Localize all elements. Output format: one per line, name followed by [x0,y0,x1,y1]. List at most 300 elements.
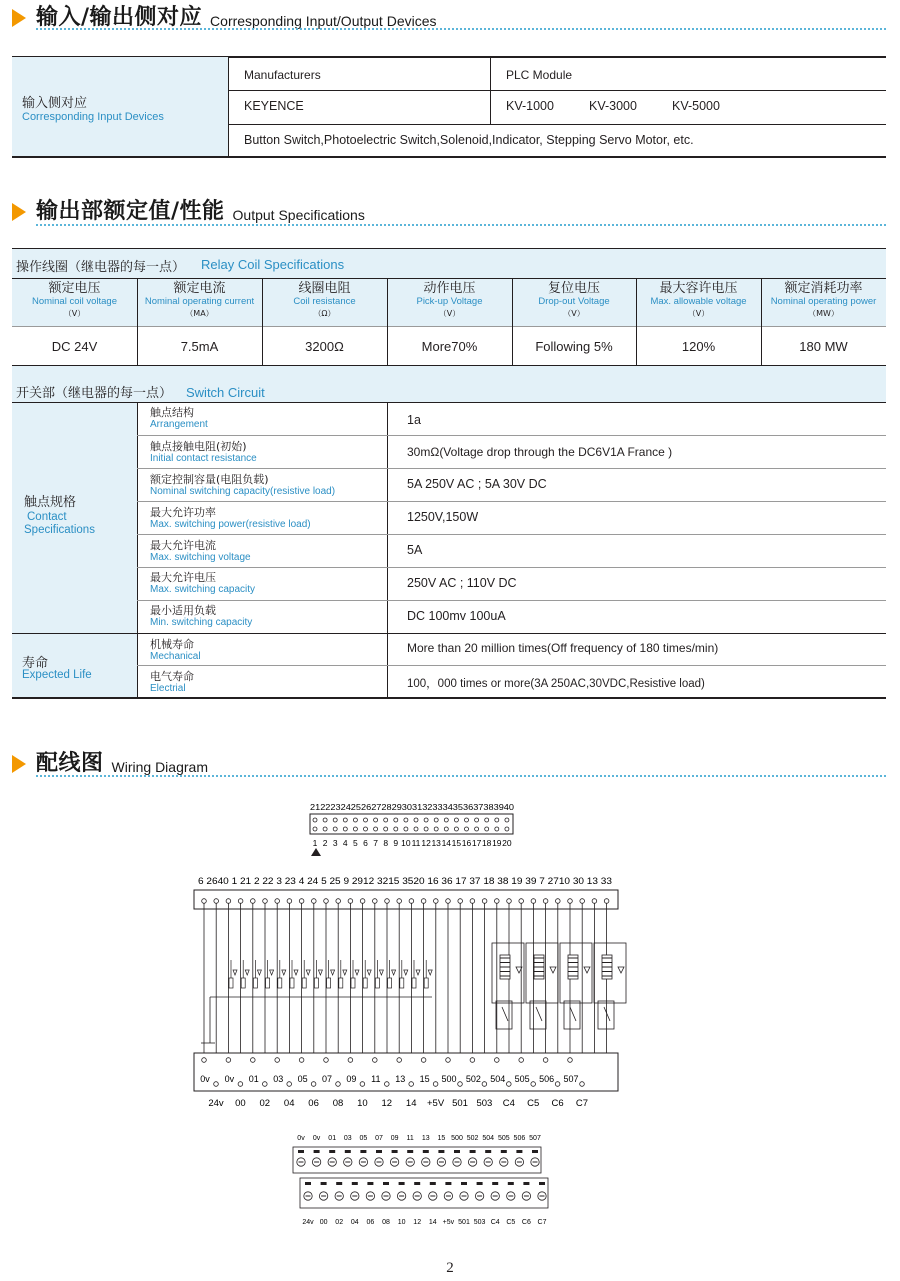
terminal-top-label: 11 [406,1135,414,1142]
board-pin-hole [238,899,243,904]
led-icon [428,970,432,975]
indicator-channels [229,960,432,988]
group-life-en: Expected Life [22,669,92,681]
terminal-clip [501,1150,507,1153]
devices-list: Button Switch,Photoelectric Switch,Solenoid,Indicator, Stepping Servo Motor, etc. [244,133,694,147]
group-contact-en: Contact [27,511,67,523]
led-icon [294,970,298,975]
led-icon [270,970,274,975]
board-terminal-hole [495,1058,500,1063]
resistor [351,978,355,988]
plc-model: KV-5000 [672,99,720,113]
terminal-bottom-label: 503 [473,1219,486,1226]
terminal-clip [352,1182,358,1185]
terminal-clip [336,1182,342,1185]
led-icon [233,970,237,975]
connector-bottom-numbers [313,838,512,848]
led-icon [282,970,286,975]
io-left-en: Corresponding Input Devices [22,111,164,123]
terminal-bottom-label: 501 [458,1219,470,1226]
board-terminal-hole [458,1082,463,1087]
board-terminal-hole [519,1058,524,1063]
plc-label: PLC Module [506,68,573,82]
coil-value: More70% [421,339,478,354]
terminal-top-label: 500 [451,1135,463,1142]
terminal-top-label: 01 [328,1135,337,1142]
board-bottom-label: 501 [452,1098,468,1109]
connector-pin-number: 18 [481,838,492,848]
board-terminal-hole [275,1058,280,1063]
board-inner-label: 504 [490,1074,506,1084]
resistor [400,978,404,988]
spec-row-value: 1a [407,413,421,427]
connector-pin-number: 3 [332,838,338,848]
board-inner-label: 11 [371,1074,381,1084]
spec-row-cn: 额定控制容量(电阻负载) [150,473,269,486]
board-pin-hole [385,899,390,904]
board-terminal-hole [238,1082,243,1087]
terminal-clip [532,1150,538,1153]
coil-value: 180 MW [799,339,848,354]
board-pin-hole [312,899,317,904]
board-bottom-label: 00 [235,1098,246,1109]
contact-switch [604,1007,610,1021]
board-inner-label: 506 [539,1074,555,1084]
resistor [388,978,392,988]
terminal-top-label: 504 [482,1135,495,1142]
led-icon [379,970,383,975]
board-bottom-label: 10 [357,1098,368,1109]
board-pin-hole [348,899,353,904]
terminal-bottom-label: 14 [428,1219,437,1226]
board-inner-label: 500 [441,1074,457,1084]
terminal-clip [345,1150,351,1153]
terminal-clip [367,1182,373,1185]
terminal-bottom-label: 08 [382,1219,390,1226]
spec-row-value: 250V AC ; 110V DC [407,576,517,590]
connector-pin-number: 13 [431,838,441,848]
terminal-top-label: 505 [497,1135,510,1142]
terminal-clip [407,1150,413,1153]
section-title-cn: 配线图 [36,751,104,776]
dotted-divider [36,775,886,777]
terminal-clip [360,1150,366,1153]
board-pin-hole [373,899,378,904]
connector-pin-number: 6 [363,838,368,848]
board-terminal-hole [421,1058,426,1063]
terminal-bottom-label: C4 [490,1219,500,1226]
board-pin-hole [202,899,207,904]
board-inner-label: 0v [200,1074,210,1084]
connector-pin-number: 19 [492,838,502,848]
terminal-bottom-label: 00 [319,1219,328,1226]
board-pin-hole [251,899,256,904]
spec-row-cn: 最大允许功率 [150,506,216,519]
coil-header: 额定电压 Nominal coil voltage （V） [31,281,117,318]
spec-row-value: More than 20 million times(Off frequency of 180 times/min) [407,641,719,655]
relay-contact [598,1001,614,1029]
board-terminal-hole [555,1082,560,1087]
spec-row-cn: 触点接触电阻(初始) [150,440,247,453]
board-terminal-hole [385,1082,390,1087]
led-icon [367,970,371,975]
board-pin-hole [495,899,500,904]
dotted-divider [36,28,886,30]
spec-row-value: 30mΩ(Voltage drop through the DC6V1A France ) [407,445,673,459]
board-bottom-label: C5 [527,1098,540,1109]
terminal-clip [539,1182,545,1185]
terminal-clip [516,1150,522,1153]
switch-band-cn: 开关部（继电器的每一点） [16,386,173,401]
board-bottom-label: C7 [575,1098,589,1109]
section-title-cn: 输入/输出侧对应 [36,5,203,30]
board-terminal-hole [470,1058,475,1063]
spec-row-cn: 最大允许电流 [150,539,216,552]
board-pin-hole [507,899,512,904]
board-pin-hole [470,899,475,904]
spec-row-value: 5A [407,543,423,557]
connector-pin-number: 8 [383,838,389,848]
connector-pin-number: 15 [451,838,462,848]
terminal-bottom-label: +5v [442,1219,455,1226]
connector-pin-number: 17 [471,838,482,848]
board-pin-hole [263,899,268,904]
terminal-clip [376,1150,382,1153]
manufacturer-value: KEYENCE [244,99,304,113]
board-pin-hole [568,899,573,904]
resistor [278,978,282,988]
board-terminal-hole [409,1082,414,1087]
led-icon [331,970,335,975]
board-pin-hole [519,899,524,904]
board-pin-hole [360,899,365,904]
terminal-clip [329,1150,335,1153]
relay-contact [530,1001,546,1029]
board-pin-row: 6 2640 1 21 2 22 3 23 4 24 5 25 9 2912 3215 3520 16 36 17 37 18 38 19 39 7 2710 30 13 33 [198,876,612,887]
board-inner-label: 15 [419,1074,430,1084]
connector-pin-number: 11 [411,838,421,848]
terminal-clip [298,1150,304,1153]
relay-band-en: Relay Coil Specifications [201,257,345,272]
coil-value: 7.5mA [180,339,219,354]
board-bottom-label: C4 [502,1098,515,1109]
coil-header: 最大容许电压 Max. allowable voltage （V） [650,281,747,318]
dotted-divider [36,224,886,226]
relay-contact [564,1001,580,1029]
board-inner-label: 505 [514,1074,530,1084]
terminal-bottom-label: 02 [335,1219,344,1226]
group-contact-cn: 触点规格 [24,495,77,510]
terminal-bottom-label: C5 [506,1219,516,1226]
board-bottom-label: 12 [381,1098,393,1109]
board-inner-label: 13 [395,1074,406,1084]
board-pin-hole [336,899,341,904]
led-icon [404,970,408,975]
terminal-top-label: 507 [529,1135,541,1142]
io-left-cn: 输入侧对应 [22,96,88,111]
terminal-top-label: 05 [359,1135,368,1142]
spec-row-en: Nominal switching capacity(resistive load) [150,486,336,497]
terminal-bottom-label: C6 [521,1219,531,1226]
terminal-clip [430,1182,436,1185]
board-pin-hole [409,899,414,904]
board-pin-hole [397,899,402,904]
terminal-bottom-label: 04 [350,1219,359,1226]
board-bottom-label: +5V [427,1098,445,1109]
board-pin-hole [580,899,585,904]
spec-row-cn: 机械寿命 [150,638,194,651]
board-bottom-label: 08 [332,1098,344,1109]
board-pin-hole [299,899,304,904]
board-terminal-hole [287,1082,292,1087]
coil-value: DC 24V [51,339,98,354]
board-pin-hole [434,899,439,904]
diode-icon [584,967,590,973]
terminal-clip [305,1182,311,1185]
resistor [302,978,306,988]
spec-row-value: DC 100mv 100uA [407,609,506,623]
board-pin-hole [275,899,280,904]
section-arrow-icon [12,203,26,221]
led-icon [343,970,347,975]
terminal-bottom-label: C7 [537,1219,547,1226]
relay-band-cn: 操作线圈（继电器的每一点） [16,260,186,275]
terminal-top-label: 0v [297,1135,305,1142]
spec-row-value: 5A 250V AC ; 5A 30V DC [407,477,547,491]
resistor [314,978,318,988]
group-contact-en: Specifications [24,524,95,536]
board-terminal-hole [348,1058,353,1063]
contact-switch [536,1007,542,1021]
terminal-clip [523,1182,529,1185]
led-icon [245,970,249,975]
board-bottom-labels [208,1098,588,1109]
led-icon [306,970,310,975]
board-pin-hole [446,899,451,904]
terminal-clip [414,1182,420,1185]
board-bottom-label: 24v [208,1098,224,1109]
board-terminal-hole [397,1058,402,1063]
terminal-top-label: 09 [390,1135,399,1142]
board-inner-label: 507 [563,1074,579,1084]
relay-blocks [492,943,626,1029]
board-top-strip [194,890,618,909]
board-bottom-label: 04 [283,1098,295,1109]
section-title-en: Corresponding Input/Output Devices [210,13,437,29]
spec-row-en: Min. switching capacity [150,617,253,628]
board-pin-hole [604,899,609,904]
terminal-top-label: 13 [421,1135,430,1142]
section-heading-io [12,0,437,31]
connector-pin-number: 5 [353,838,358,848]
board-inner-label: 09 [346,1074,357,1084]
terminal-top-label: 502 [466,1135,479,1142]
board-pin-hole [543,899,548,904]
terminal-clip [438,1150,444,1153]
spec-row-cn: 电气寿命 [150,670,194,683]
board-terminal-hole [336,1082,341,1087]
terminal-top-label: 506 [513,1135,526,1142]
board-terminal-hole [507,1082,512,1087]
terminal-clip [399,1182,405,1185]
board-terminal-hole [531,1082,536,1087]
wiring-diagram [0,795,900,1255]
resistor [412,978,416,988]
connector-pin-number: 14 [441,838,452,848]
manufacturers-label: Manufacturers [244,68,321,82]
resistor [253,978,257,988]
terminal-clip [383,1182,389,1185]
section-heading-wiring [12,746,208,777]
connector-pin-number: 9 [393,838,399,848]
coil-header: 线圈电阻 Coil resistance （Ω） [293,281,356,318]
board-terminal-hole [324,1058,329,1063]
terminal-block [293,1135,548,1226]
spec-row-en: Mechanical [150,651,201,662]
board-bottom-label: 503 [476,1098,493,1109]
connector-pin-number: 1 [312,838,318,848]
led-icon [355,970,359,975]
board-inner-label: 07 [321,1074,333,1084]
contact-switch [570,1007,576,1021]
board-terminal-hole [433,1082,438,1087]
connector-pin-number: 4 [342,838,348,848]
board-bottom-label: 02 [259,1098,271,1109]
terminal-clip [392,1150,398,1153]
connector-pin-number: 7 [373,838,378,848]
coil-header: 额定电流 Nominal operating current （MA） [144,281,255,318]
terminal-top-label: 0v [312,1135,321,1142]
terminal-clip [314,1150,320,1153]
section-arrow-icon [12,9,26,27]
board-terminal-hole [263,1082,268,1087]
section-heading-output [12,194,365,225]
terminal-top-label: 07 [375,1135,383,1142]
resistor [229,978,233,988]
terminal-bottom-label: 24v [302,1219,314,1226]
spec-row-value: 100，000 times or more(3A 250AC,30VDC,Resistive load) [407,678,705,690]
board-terminal-hole [482,1082,487,1087]
terminal-clip [485,1150,491,1153]
resistor [363,978,367,988]
board-terminal-hole [202,1058,207,1063]
plc-model: KV-3000 [589,99,637,113]
board-terminal-hole [446,1058,451,1063]
terminal-top-label: 03 [343,1135,352,1142]
board-pin-hole [214,899,219,904]
connector-body [310,814,513,834]
board-terminal-hole [568,1058,573,1063]
connector-top-numbers: 2122232425262728293031323334353637383940 [310,802,515,812]
board-pin-hole [458,899,463,904]
board-bottom-label: 14 [405,1098,417,1109]
board-pin-hole [531,899,536,904]
switch-band-en: Switch Circuit [186,385,265,400]
coil-value: Following 5% [535,339,613,354]
resistor [424,978,428,988]
terminal-clip [423,1150,429,1153]
connector-pin-number: 16 [461,838,472,848]
board-bottom-strip [194,1053,618,1091]
section-arrow-icon [12,755,26,773]
board-inner-label: 502 [465,1074,481,1084]
board-pin-hole [226,899,231,904]
relay-contact [496,1001,512,1029]
board-terminal-hole [580,1082,585,1087]
section-title-en: Output Specifications [232,207,365,223]
terminal-bottom-label: 10 [397,1219,406,1226]
board-inner-label: 01 [248,1074,259,1084]
section-title-cn: 输出部额定值/性能 [36,199,225,224]
led-icon [392,970,396,975]
spec-row-value: 1250V,150W [407,510,479,524]
section-title-en: Wiring Diagram [111,759,208,775]
spec-row-cn: 触点结构 [150,406,194,419]
spec-row-en: Max. switching voltage [150,552,251,563]
resistor [327,978,331,988]
terminal-clip [445,1182,451,1185]
board-pin-hole [324,899,329,904]
coil-value: 3200Ω [305,339,344,354]
coil-value: 120% [681,339,716,354]
coil-header: 复位电压 Drop-out Voltage （V） [538,281,610,318]
plc-model: KV-1000 [506,99,554,113]
board-bottom-label: C6 [551,1098,564,1109]
led-icon [257,970,261,975]
diode-icon [550,967,556,973]
coil-header: 额定消耗功率 Nominal operating power （MW） [770,281,877,318]
board-inner-label: 03 [273,1074,284,1084]
spec-row-cn: 最小适用负载 [150,604,216,617]
board-terminal-hole [251,1058,256,1063]
board-terminal-hole [299,1058,304,1063]
terminal-clip [492,1182,498,1185]
diode-icon [618,967,624,973]
board-inner-label: 0v [224,1074,235,1084]
terminal-bottom-label: 12 [413,1219,422,1226]
pin1-marker-icon [311,848,321,856]
board-inner-label: 05 [297,1074,308,1084]
spec-row-en: Max. switching capacity [150,584,256,595]
connector-pin-number: 12 [421,838,431,848]
connector-pin-number: 2 [322,838,328,848]
board-terminal-hole [214,1082,219,1087]
board-pin-hole [592,899,597,904]
spec-row-en: Max. switching power(resistive load) [150,519,311,530]
page-number: 2 [446,1260,454,1276]
resistor [290,978,294,988]
board-pin-hole [556,899,561,904]
terminal-clip [470,1150,476,1153]
spec-row-en: Arrangement [150,419,208,430]
connector-pin-number: 20 [502,838,512,848]
terminal-clip [477,1182,483,1185]
led-icon [416,970,420,975]
group-life-cn: 寿命 [22,656,49,671]
board-terminal-hole [360,1082,365,1087]
resistor [375,978,379,988]
board-pin-hole [287,899,292,904]
spec-row-cn: 最大允许电压 [150,571,216,584]
board-terminal-hole [226,1058,231,1063]
connector-pin-number: 10 [401,838,411,848]
terminal-clip [461,1182,467,1185]
terminal-clip [454,1150,460,1153]
resistor [266,978,270,988]
coil-header: 动作电压 Pick-up Voltage （V） [416,281,483,318]
spec-row-en: Electrial [150,683,186,694]
board-terminal-hole [543,1058,548,1063]
